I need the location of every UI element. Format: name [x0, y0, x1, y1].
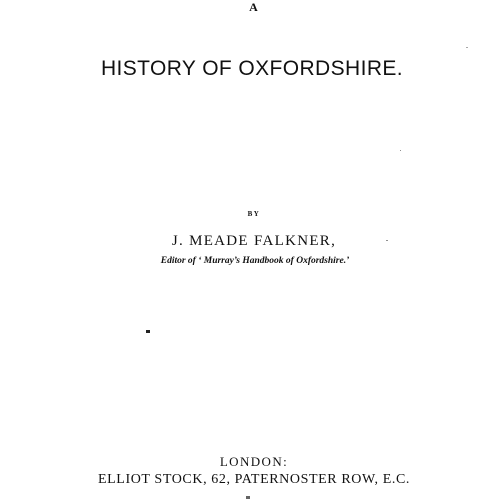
- byline-by: BY: [247, 210, 261, 218]
- author-name: J. MEADE FALKNER,: [171, 233, 337, 249]
- author-credential: Editor of ‘ Murray’s Handbook of Oxfordshire.’: [160, 256, 350, 266]
- title-article: A: [249, 0, 259, 14]
- ink-speck: [246, 496, 250, 499]
- publication-place: LONDON:: [219, 454, 289, 469]
- publisher-imprint: ELLIOT STOCK, 62, PATERNOSTER ROW, E.C.: [98, 472, 410, 487]
- book-title: HISTORY OF OXFORDSHIRE.: [100, 57, 404, 80]
- ink-speck: [146, 330, 150, 333]
- ink-speck: [386, 240, 388, 241]
- ink-speck: [466, 47, 468, 48]
- ink-speck: [400, 150, 401, 151]
